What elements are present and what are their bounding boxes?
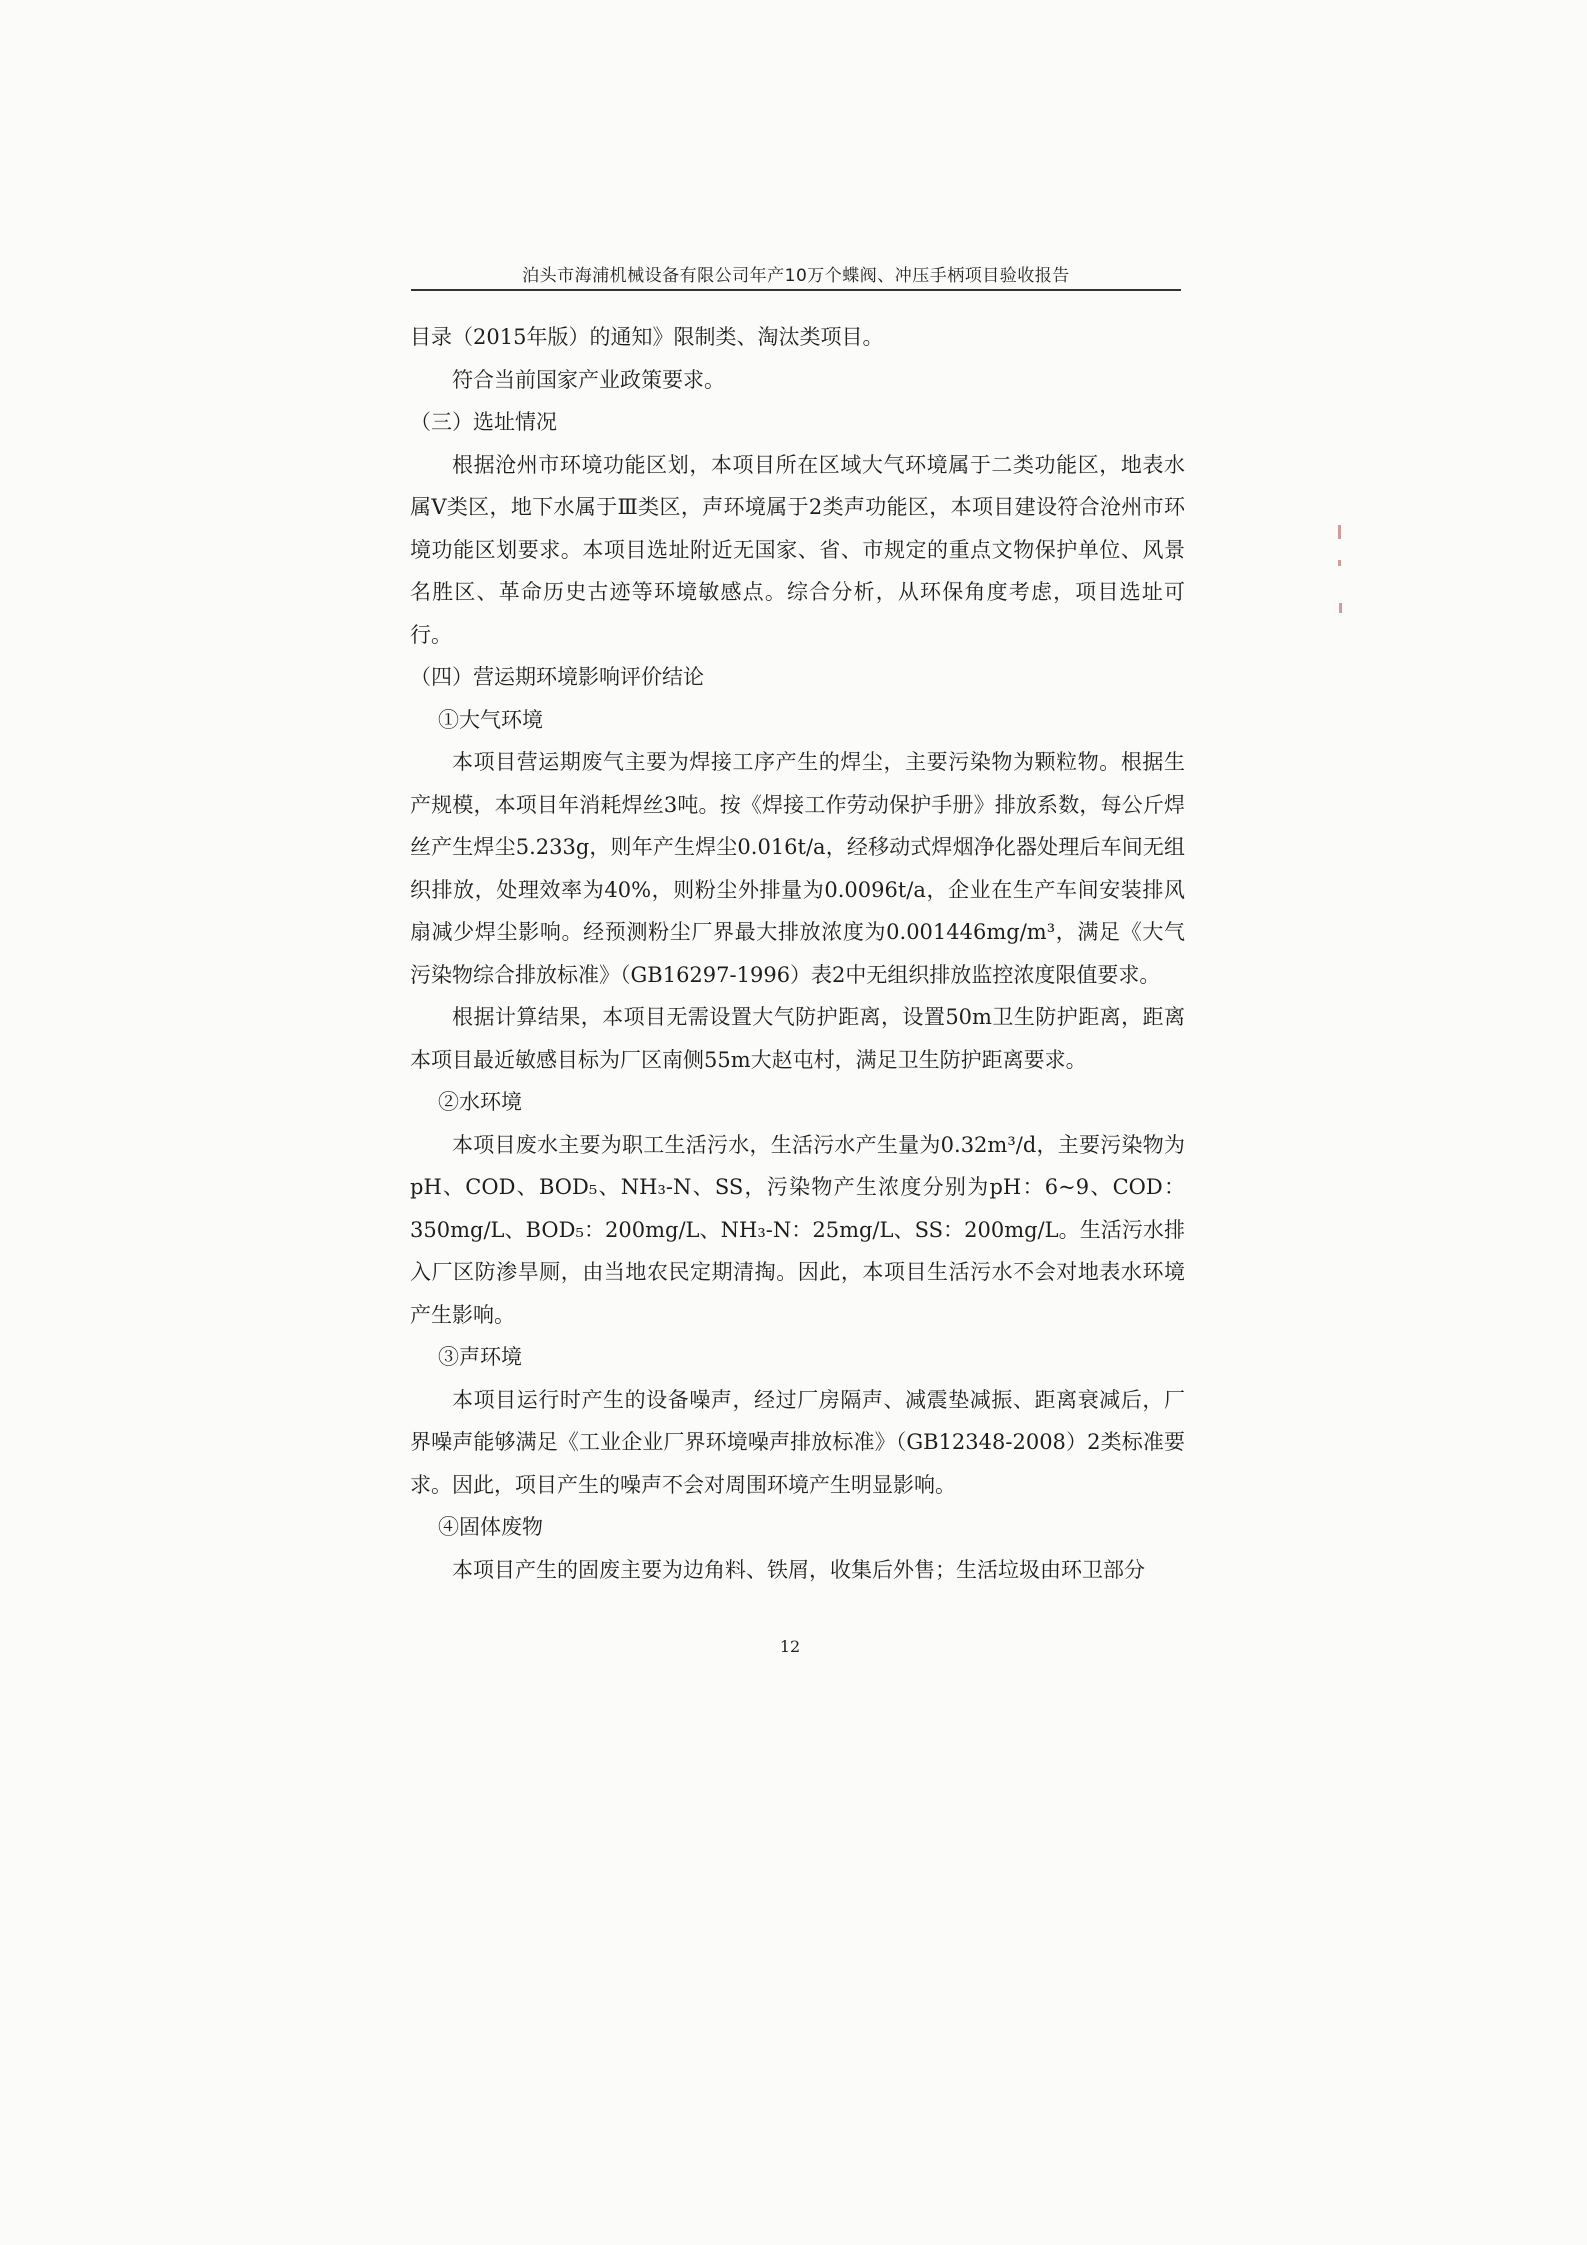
paragraph-solid-waste: 本项目产生的固废主要为边角料、铁屑，收集后外售；生活垃圾由环卫部分	[452, 1557, 1145, 1582]
paragraph-water: 本项目废水主要为职工生活污水，生活污水产生量为0.32m³/d，主要污染物为pH、COD、BOD₅、NH₃-N、SS，污染物产生浓度分别为pH：6~9、COD：350mg/L、BOD₅：200mg/L、NH₃-N：25mg/L、SS：200mg/L。生活污水排入厂区防渗旱厕，由当地农民定期清掏。因此，本项目生活污水不会对地表水环境产生影响。	[410, 1132, 1185, 1327]
page-number: 12	[779, 1637, 801, 1656]
margin-mark	[1339, 603, 1342, 613]
section-heading-operation: （四）营运期环境影响评价结论	[410, 665, 704, 689]
paragraph-noise: 本项目运行时产生的设备噪声，经过厂房隔声、减震垫减振、距离衰减后，厂界噪声能够满足《工业企业厂界环境噪声排放标准》（GB12348-2008）2类标准要求。因此，项目产生的噪声不会对周围环境产生明显影响。	[410, 1387, 1185, 1497]
subheading-air: ①大气环境	[438, 707, 543, 732]
subheading-solid-waste: ④固体废物	[438, 1515, 543, 1539]
document-body	[410, 316, 1185, 1591]
header-rule	[411, 289, 1181, 291]
margin-mark	[1338, 525, 1341, 539]
paragraph-site: 根据沧州市环境功能区划，本项目所在区域大气环境属于二类功能区，地表水属Ⅴ类区，地下水属于Ⅲ类区，声环境属于2类声功能区，本项目建设符合沧州市环境功能区划要求。本项目选址附近无国家、省、市规定的重点文物保护单位、风景名胜区、革命历史古迹等环境敏感点。综合分析，从环保角度考虑，项目选址可行。	[410, 452, 1185, 647]
paragraph-air: 本项目营运期废气主要为焊接工序产生的焊尘，主要污染物为颗粒物。根据生产规模，本项目年消耗焊丝3吨。按《焊接工作劳动保护手册》排放系数，每公斤焊丝产生焊尘5.233g，则年产生焊尘0.016t/a，经移动式焊烟净化器处理后车间无组织排放，处理效率为40%，则粉尘外排量为0.0096t/a，企业在生产车间安装排风扇减少焊尘影响。经预测粉尘厂界最大排放浓度为0.001446mg/m³，满足《大气污染物综合排放标准》（GB16297-1996）表2中无组织排放监控浓度限值要求。	[410, 750, 1185, 987]
section-heading-site: （三）选址情况	[410, 410, 557, 434]
margin-mark	[1338, 560, 1341, 566]
subheading-water: ②水环境	[438, 1090, 522, 1114]
subheading-noise: ③声环境	[438, 1345, 522, 1369]
paragraph-protection-distance: 根据计算结果，本项目无需设置大气防护距离，设置50m卫生防护距离，距离本项目最近敏感目标为厂区南侧55m大赵屯村，满足卫生防护距离要求。	[410, 1005, 1185, 1072]
paragraph-continuation: 目录（2015年版）的通知》限制类、淘汰类项目。	[410, 325, 884, 349]
running-header: 泊头市海浦机械设备有限公司年产10万个蝶阀、冲压手柄项目验收报告	[522, 266, 1070, 286]
paragraph-policy: 符合当前国家产业政策要求。	[452, 367, 725, 392]
